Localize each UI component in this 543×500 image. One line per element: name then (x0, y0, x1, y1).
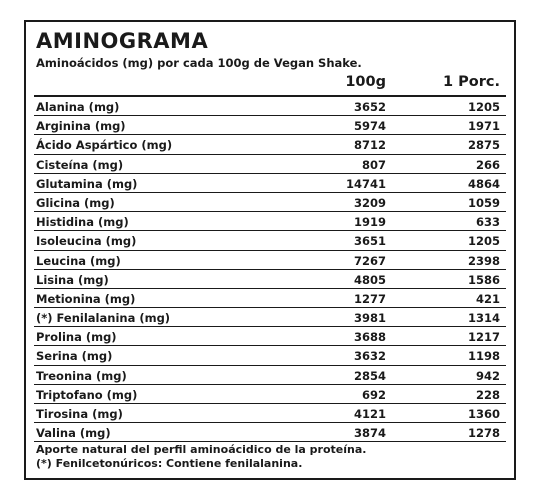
row-value-100g: 7267 (353, 253, 386, 268)
column-header-100g: 100g (345, 74, 386, 90)
aminogram-panel (24, 20, 516, 480)
row-value-100g: 1919 (353, 215, 386, 230)
row-value-portion: 4864 (467, 176, 500, 191)
row-value-portion: 1586 (467, 272, 500, 287)
table-row (34, 212, 506, 231)
row-value-portion: 228 (475, 387, 500, 402)
row-value-portion: 1205 (467, 100, 500, 114)
row-label: Serina (mg) (36, 349, 113, 364)
row-value-100g: 2854 (353, 368, 386, 383)
table-row (34, 423, 506, 442)
row-value-portion: 1314 (467, 311, 500, 326)
row-value-portion: 1971 (467, 119, 500, 134)
row-value-100g: 8712 (353, 138, 386, 153)
table-row (34, 97, 506, 116)
row-label: Valina (mg) (36, 426, 111, 441)
table-row (34, 155, 506, 174)
row-label: (*) Fenilalanina (mg) (36, 311, 171, 326)
table-row (34, 135, 506, 154)
row-value-portion: 2398 (467, 253, 500, 268)
row-label: Glutamina (mg) (36, 176, 138, 191)
row-label: Glicina (mg) (36, 195, 115, 210)
row-value-100g: 3651 (353, 234, 386, 249)
row-value-100g: 4805 (353, 272, 386, 287)
table-row (34, 116, 506, 135)
table-row (34, 366, 506, 385)
row-label: Isoleucina (mg) (36, 234, 137, 249)
row-label: Arginina (mg) (36, 119, 126, 134)
row-value-100g: 3632 (353, 349, 386, 364)
table-row (34, 289, 506, 308)
row-label: Metionina (mg) (36, 291, 136, 306)
table-row (34, 327, 506, 346)
row-value-portion: 1278 (467, 426, 500, 441)
row-value-portion: 421 (475, 291, 500, 306)
row-value-100g: 5974 (353, 119, 386, 134)
footer-note-natural: Aporte natural del perfil aminoácidico de la proteína. (36, 443, 367, 456)
row-value-100g: 807 (361, 157, 386, 172)
row-label: Prolina (mg) (36, 330, 117, 345)
row-value-portion: 1360 (467, 407, 500, 421)
panel-subtitle: Aminoácidos (mg) por cada 100g de Vegan Shake. (36, 56, 362, 70)
table-row (34, 270, 506, 289)
row-value-100g: 692 (361, 387, 386, 402)
row-value-100g: 3688 (353, 330, 386, 345)
row-value-portion: 633 (475, 215, 500, 230)
row-value-100g: 3652 (353, 100, 386, 114)
row-label: Lisina (mg) (36, 272, 109, 287)
row-label: Cisteína (mg) (36, 157, 124, 172)
row-value-portion: 1217 (467, 330, 500, 345)
row-label: Leucina (mg) (36, 253, 121, 268)
row-value-portion: 1205 (467, 234, 500, 249)
table-row (34, 193, 506, 212)
row-value-100g: 3981 (353, 311, 386, 326)
table-row (34, 231, 506, 250)
row-value-100g: 14741 (345, 176, 386, 191)
row-label: Histidina (mg) (36, 215, 129, 230)
row-label: Treonina (mg) (36, 368, 127, 383)
table-row (34, 404, 506, 423)
row-value-100g: 1277 (353, 291, 386, 306)
table-row (34, 385, 506, 404)
row-label: Tirosina (mg) (36, 407, 123, 421)
row-value-portion: 1198 (467, 349, 500, 364)
row-value-portion: 942 (475, 368, 500, 383)
row-label: Alanina (mg) (36, 100, 120, 114)
row-value-100g: 3209 (353, 195, 386, 210)
table-row (34, 346, 506, 365)
row-value-100g: 3874 (353, 426, 386, 441)
column-header-portion: 1 Porc. (443, 74, 500, 90)
row-value-portion: 1059 (467, 195, 500, 210)
table-row (34, 174, 506, 193)
panel-title: AMINOGRAMA (36, 29, 209, 53)
row-label: Triptofano (mg) (36, 387, 138, 402)
footer-note-phenylketonuric: (*) Fenilcetonúricos: Contiene fenilalanina. (36, 457, 303, 470)
row-label: Ácido Aspártico (mg) (36, 138, 173, 153)
footer-notes (36, 443, 366, 471)
row-value-100g: 4121 (353, 407, 386, 421)
table-row (34, 308, 506, 327)
table-row (34, 251, 506, 270)
row-value-portion: 2875 (467, 138, 500, 153)
row-value-portion: 266 (475, 157, 500, 172)
amino-table (34, 97, 506, 442)
